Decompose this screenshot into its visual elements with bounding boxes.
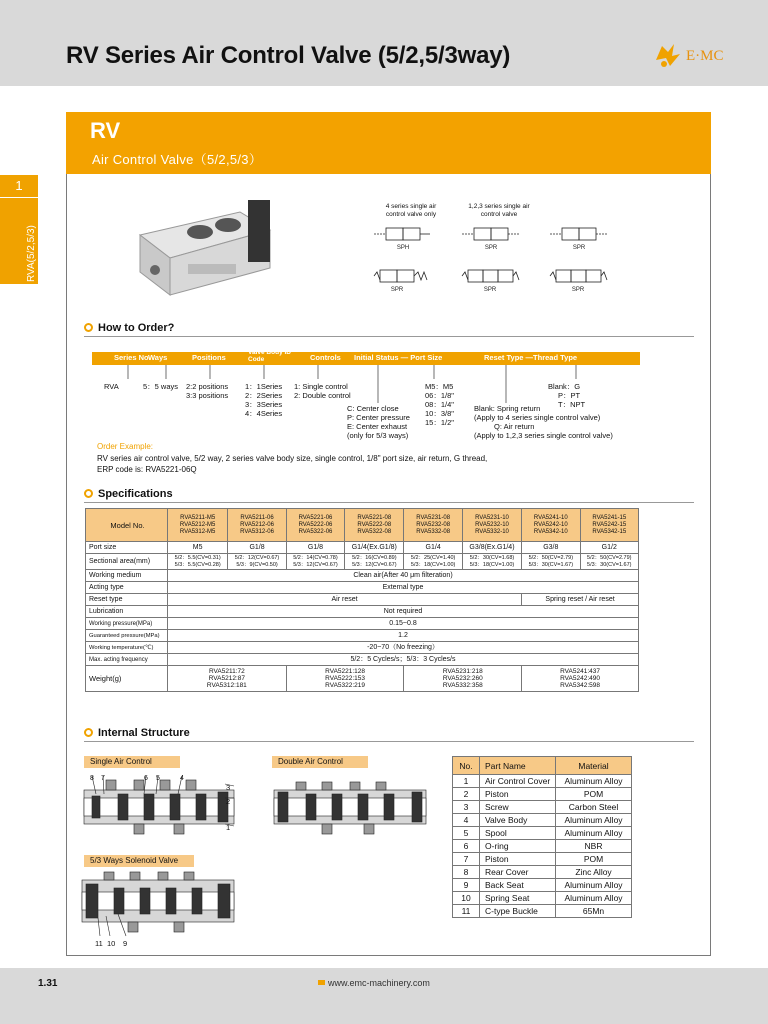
callout-5: 5 xyxy=(156,775,160,782)
port-cell: G1/4 xyxy=(404,542,462,554)
spec-label: Working pressure(MPa) xyxy=(86,618,168,630)
order-status-3: E: Center exhaust xyxy=(347,422,408,431)
order-port-1: M5：M5 xyxy=(425,382,454,391)
spec-row xyxy=(86,642,639,654)
spec-row xyxy=(86,582,639,594)
page-title: RV Series Air Control Valve (5/2,5/3way) xyxy=(66,42,511,69)
spec-value: 1.2 xyxy=(168,630,639,642)
callout-4: 4 xyxy=(180,775,184,782)
spec-label: Acting type xyxy=(86,582,168,594)
parts-header-name: Part Name xyxy=(480,757,556,775)
page-footer xyxy=(0,968,768,1024)
order-port-2: 06：1/8" xyxy=(425,391,454,400)
order-reset-2: (Apply to 4 series single control valve) xyxy=(474,413,601,422)
order-status-2: P: Center pressure xyxy=(347,413,410,422)
callout-7: 7 xyxy=(101,775,105,782)
order-body-code-3: 3：3Series xyxy=(245,400,283,409)
spec-label: Lubrication xyxy=(86,606,168,618)
spec-label: Working medium xyxy=(86,570,168,582)
model-cell: RVA5221-06 RVA5222-06 RVA5322-06 xyxy=(286,509,344,542)
order-thread-2: P：PT xyxy=(558,391,581,400)
website-text: www.emc-machinery.com xyxy=(328,978,430,988)
spec-label: Reset type xyxy=(86,594,168,606)
order-port-5: 15：1/2" xyxy=(425,418,454,427)
symbol-label-4: SPR xyxy=(390,287,404,293)
callout-10: 10 xyxy=(107,939,116,948)
product-banner xyxy=(66,112,711,174)
callout-1: 1 xyxy=(226,823,231,832)
callout-6: 6 xyxy=(144,775,148,782)
order-control-1: 1: Single control xyxy=(294,382,348,391)
chapter-label: RVA(5/2,5/3) xyxy=(26,225,37,282)
website-link[interactable] xyxy=(318,978,430,988)
sectional-cell: 5/2：14(CV=0.78) 5/3：12(CV=0.67) xyxy=(286,554,344,570)
order-bar-series: Series No. xyxy=(114,353,151,362)
order-body-code-2: 2：2Series xyxy=(245,391,283,400)
order-body-code-1: 1：1Series xyxy=(245,382,283,391)
sectional-label: Sectional area(mm) xyxy=(86,554,168,570)
spec-value: 5/2：5 Cycles/s；5/3：3 Cycles/s xyxy=(168,654,639,666)
order-bar-positions: Positions xyxy=(192,353,226,362)
spec-value: Clean air(After 40 μm filteration) xyxy=(168,570,639,582)
spec-value: Air reset xyxy=(168,594,522,606)
symbol-label-5: SPR xyxy=(483,287,497,293)
weight-cell: RVA5231:218 RVA5232:260 RVA5332:358 xyxy=(404,666,522,692)
weight-cell: RVA5241:437 RVA5242:490 RVA5342:598 xyxy=(522,666,639,692)
sectional-cell: 5/2：5.5(CV=0.31) 5/3：5.5(CV=0.28) xyxy=(168,554,228,570)
port-cell: G1/8 xyxy=(228,542,286,554)
order-reset-4: (Apply to 1,2,3 series single control valve) xyxy=(474,431,613,440)
callout-2: 2 xyxy=(226,797,231,806)
brand-name: E·MC xyxy=(686,48,724,64)
symbol-label-6: SPR xyxy=(571,287,585,293)
spec-value: Spring reset / Air reset xyxy=(522,594,639,606)
parts-table xyxy=(452,756,632,918)
order-bar-ways: Ways xyxy=(148,353,168,362)
model-cell: RVA5241-15 RVA5242-15 RVA5342-15 xyxy=(580,509,638,542)
solenoid-valve-cross-section xyxy=(78,870,238,942)
sectional-cell: 5/2：30(CV=1.68) 5/3：18(CV=1.00) xyxy=(462,554,521,570)
specifications-heading xyxy=(84,488,173,500)
symbol-caption-123series: 1,2,3 series single air control valve xyxy=(468,203,530,218)
spec-label: Guaranteed pressure(MPa) xyxy=(86,630,168,642)
order-thread-1: Blank：G xyxy=(548,382,581,391)
internal-structure-heading xyxy=(84,727,190,739)
specifications-table xyxy=(85,508,639,692)
double-air-control-cross-section xyxy=(270,780,430,840)
table-row: 11 C-type Buckle 65Mn xyxy=(453,905,632,918)
order-code-bar xyxy=(92,349,640,365)
specifications-title: Specifications xyxy=(98,488,173,500)
model-cell: RVA5211-06 RVA5212-06 RVA5312-06 xyxy=(228,509,286,542)
order-position-1: 2:2 positions xyxy=(186,382,229,391)
page-number: 1.31 xyxy=(38,978,58,989)
port-cell: G1/4(Ex.G1/8) xyxy=(345,542,404,554)
spec-label: Max. acting frequency xyxy=(86,654,168,666)
spec-weight-row xyxy=(86,666,639,692)
symbol-label-1: SPH xyxy=(396,245,410,251)
table-row: 9 Back Seat Aluminum Alloy xyxy=(453,879,632,892)
order-position-2: 3:3 positions xyxy=(186,391,229,400)
sectional-cell: 5/2：50(CV=2.79) 5/3：30(CV=1.67) xyxy=(522,554,580,570)
order-bar-reset-thread: Reset Type —Thread Type xyxy=(484,353,578,362)
model-cell: RVA5241-10 RVA5242-10 RVA5342-10 xyxy=(522,509,580,542)
order-reset-3: Q: Air return xyxy=(494,422,535,431)
model-cell: RVA5221-08 RVA5222-08 RVA5322-08 xyxy=(345,509,404,542)
single-air-control-cross-section xyxy=(78,772,238,844)
order-bar-status-port: Initial Status — Port Size xyxy=(354,353,443,362)
sectional-cell: 5/2：12(CV=0.67) 5/3：9(CV=0.50) xyxy=(228,554,286,570)
table-row: 10 Spring Seat Aluminum Alloy xyxy=(453,892,632,905)
how-to-order-title: How to Order? xyxy=(98,322,175,334)
weight-cell: RVA5211:72 RVA5212:87 RVA5312:181 xyxy=(168,666,287,692)
spec-value: -20~70（No freezing） xyxy=(168,642,639,654)
model-label: Model No. xyxy=(86,509,168,542)
order-example-line-1: RV series air control valve, 5/2 way, 2 series valve body size, single control, 1/8" port size, air return, G thread, xyxy=(97,454,488,463)
spec-row xyxy=(86,630,639,642)
spec-reset-row xyxy=(86,594,639,606)
table-row: 5 Spool Aluminum Alloy xyxy=(453,827,632,840)
order-status-1: C: Center close xyxy=(347,404,399,413)
order-ways-value: 5：5 ways xyxy=(143,382,179,391)
table-row: 8 Rear Cover Zinc Alloy xyxy=(453,866,632,879)
spec-row xyxy=(86,606,639,618)
divider xyxy=(84,741,694,742)
spec-row xyxy=(86,570,639,582)
valve-product-photo xyxy=(130,190,280,305)
brand-mark-icon xyxy=(318,980,325,985)
banner-subtitle: Air Control Valve（5/2,5/3） xyxy=(92,152,263,167)
table-row: 2 Piston POM xyxy=(453,788,632,801)
solenoid-valve-label: 5/3 Ways Solenoid Valve xyxy=(84,855,194,867)
weight-cell: RVA5221:128 RVA5222:153 RVA5322:219 xyxy=(286,666,404,692)
order-control-2: 2: Double control xyxy=(294,391,351,400)
internal-structure-title: Internal Structure xyxy=(98,727,190,739)
spec-port-row xyxy=(86,542,639,554)
spec-row xyxy=(86,654,639,666)
order-example-title: Order Example: xyxy=(97,442,154,451)
symbol-label-2: SPR xyxy=(484,245,498,251)
callout-9: 9 xyxy=(123,939,128,948)
sectional-cell: 5/2：25(CV=1.40) 5/3：18(CV=1.00) xyxy=(404,554,462,570)
model-cell: RVA5211-M5 RVA5212-M5 RVA5312-M5 xyxy=(168,509,228,542)
model-cell: RVA5231-08 RVA5232-08 RVA5332-08 xyxy=(404,509,462,542)
sectional-cell: 5/2：50(CV=2.79) 5/3：30(CV=1.67) xyxy=(580,554,638,570)
parts-header-material: Material xyxy=(556,757,632,775)
spec-value: 0.15~0.8 xyxy=(168,618,639,630)
port-cell: G3/8(Ex.G1/4) xyxy=(462,542,521,554)
port-cell: M5 xyxy=(168,542,228,554)
single-control-label: Single Air Control xyxy=(84,756,180,768)
port-cell: G1/2 xyxy=(580,542,638,554)
double-control-label: Double Air Control xyxy=(272,756,368,768)
spec-value: Not required xyxy=(168,606,639,618)
symbol-label-3: SPR xyxy=(572,245,586,251)
order-port-3: 08：1/4" xyxy=(425,400,454,409)
port-cell: G1/8 xyxy=(286,542,344,554)
order-port-4: 10：3/8" xyxy=(425,409,454,418)
order-reset-1: Blank: Spring return xyxy=(474,404,541,413)
section-bullet-icon xyxy=(84,323,93,332)
spec-sectional-row xyxy=(86,554,639,570)
callout-8: 8 xyxy=(90,775,94,782)
callout-3: 3 xyxy=(226,783,231,792)
how-to-order-heading xyxy=(84,322,174,334)
order-series-value: RVA xyxy=(104,382,119,391)
spec-label: Weight(g) xyxy=(86,666,168,692)
parts-header-no: No. xyxy=(453,757,480,775)
callout-11: 11 xyxy=(95,939,103,948)
section-bullet-icon xyxy=(84,728,93,737)
spec-value: External type xyxy=(168,582,639,594)
spec-model-row xyxy=(86,509,639,542)
port-cell: G3/8 xyxy=(522,542,580,554)
order-body-code-4: 4：4Series xyxy=(245,409,283,418)
chapter-tab xyxy=(0,198,38,284)
table-row: 6 O-ring NBR xyxy=(453,840,632,853)
chapter-number: 1 xyxy=(0,175,38,197)
parts-header-row xyxy=(453,757,632,775)
pneumatic-symbols-diagram xyxy=(370,222,640,302)
order-bar-controls: Controls xyxy=(310,353,341,362)
divider xyxy=(84,336,694,337)
sectional-cell: 5/2：16(CV=0.89) 5/3：12(CV=0.67) xyxy=(345,554,404,570)
section-bullet-icon xyxy=(84,489,93,498)
divider xyxy=(84,502,694,503)
table-row: 7 Piston POM xyxy=(453,853,632,866)
spec-label: Working temperature(℃) xyxy=(86,642,168,654)
table-row: 1 Air Control Cover Aluminum Alloy xyxy=(453,775,632,788)
order-thread-3: T：NPT xyxy=(558,400,586,409)
order-bar-body-code: Valve Body ID Code xyxy=(248,349,291,363)
spec-row xyxy=(86,618,639,630)
port-size-label: Port size xyxy=(86,542,168,554)
model-cell: RVA5231-10 RVA5232-10 RVA5332-10 xyxy=(462,509,521,542)
order-example-line-2: ERP code is: RVA5221-06Q xyxy=(97,465,197,474)
banner-model: RV xyxy=(90,118,121,143)
table-row: 3 Screw Carbon Steel xyxy=(453,801,632,814)
symbol-caption-4series: 4 series single air control valve only xyxy=(385,203,437,218)
table-row: 4 Valve Body Aluminum Alloy xyxy=(453,814,632,827)
order-status-4: (only for 5/3 ways) xyxy=(347,431,409,440)
